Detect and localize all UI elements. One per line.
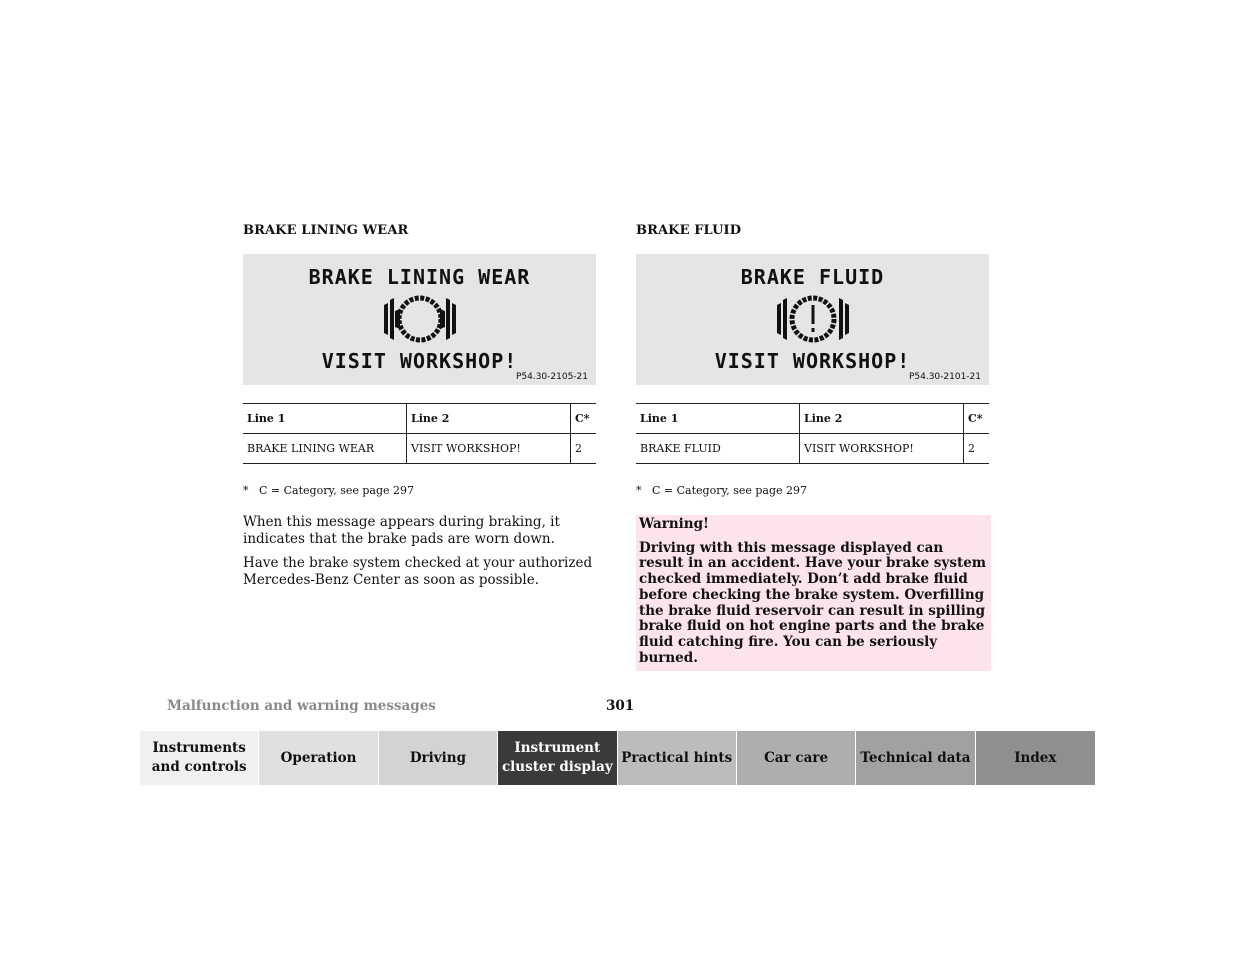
table-cell: 2 — [571, 434, 597, 464]
nav-tab-index[interactable]: Index — [976, 731, 1095, 785]
instrument-display — [636, 254, 989, 385]
section-title: BRAKE FLUID — [636, 223, 742, 238]
footnote-text: C = Category, see page 297 — [259, 484, 415, 497]
nav-tab-instruments-and-controls[interactable]: Instruments and controls — [140, 731, 259, 785]
table-cell: BRAKE LINING WEAR — [243, 434, 407, 464]
footnote — [636, 484, 990, 497]
table-cell: 2 — [964, 434, 990, 464]
paragraph: Have the brake system checked at your authorized Mercedes-Benz Center as soon as possible. — [243, 555, 593, 588]
table-row — [636, 434, 989, 464]
display-line-1: BRAKE FLUID — [740, 265, 885, 289]
warning-box — [636, 515, 991, 671]
warning-text: Driving with this message displayed can result in an accident. Have your brake system checked immediately. Don’t add brake fluid before checking the brake system. Overfilling the brake fluid reservoir can result in spilling brake fluid on hot engine parts and the brake fluid catching fire. You can be seriously burned. — [639, 539, 987, 666]
figure-code: P54.30-2101-21 — [908, 372, 981, 382]
section-title: BRAKE LINING WEAR — [243, 223, 409, 238]
table-header-row — [243, 404, 596, 434]
nav-tab-technical-data[interactable]: Technical data — [856, 731, 975, 785]
section-footer-label: Malfunction and warning messages — [167, 698, 436, 714]
table-header: Line 2 — [800, 404, 964, 434]
chapter-nav-bar — [140, 731, 1095, 785]
footnote-marker: * — [243, 484, 249, 497]
table-header: C* — [571, 404, 597, 434]
display-line-2: VISIT WORKSHOP! — [714, 349, 911, 373]
table-row — [243, 434, 596, 464]
body-text — [243, 514, 597, 588]
table-cell: BRAKE FLUID — [636, 434, 800, 464]
message-table — [243, 403, 596, 464]
table-header: C* — [964, 404, 990, 434]
brake-lining-icon — [380, 291, 460, 347]
brake-warning-icon — [773, 291, 853, 347]
figure-code: P54.30-2105-21 — [515, 372, 588, 382]
page-number: 301 — [606, 698, 635, 714]
table-cell: VISIT WORKSHOP! — [800, 434, 964, 464]
table-header: Line 2 — [407, 404, 571, 434]
nav-tab-instrument-cluster-display[interactable]: Instrument cluster display — [498, 731, 617, 785]
nav-tab-driving[interactable]: Driving — [379, 731, 498, 785]
nav-tab-practical-hints[interactable]: Practical hints — [618, 731, 737, 785]
table-header: Line 1 — [636, 404, 800, 434]
instrument-display — [243, 254, 596, 385]
warning-title: Warning! — [639, 516, 709, 532]
message-table — [636, 403, 989, 464]
table-header-row — [636, 404, 989, 434]
footnote-marker: * — [636, 484, 642, 497]
display-line-1: BRAKE LINING WEAR — [308, 265, 531, 289]
paragraph: When this message appears during braking, it indicates that the brake pads are worn down. — [243, 514, 560, 547]
table-cell: VISIT WORKSHOP! — [407, 434, 571, 464]
table-header: Line 1 — [243, 404, 407, 434]
nav-tab-operation[interactable]: Operation — [259, 731, 378, 785]
brake-fluid-section — [636, 222, 990, 671]
display-line-2: VISIT WORKSHOP! — [321, 349, 518, 373]
brake-lining-section — [243, 222, 597, 596]
nav-tab-car-care[interactable]: Car care — [737, 731, 856, 785]
footnote — [243, 484, 597, 497]
footnote-text: C = Category, see page 297 — [652, 484, 808, 497]
